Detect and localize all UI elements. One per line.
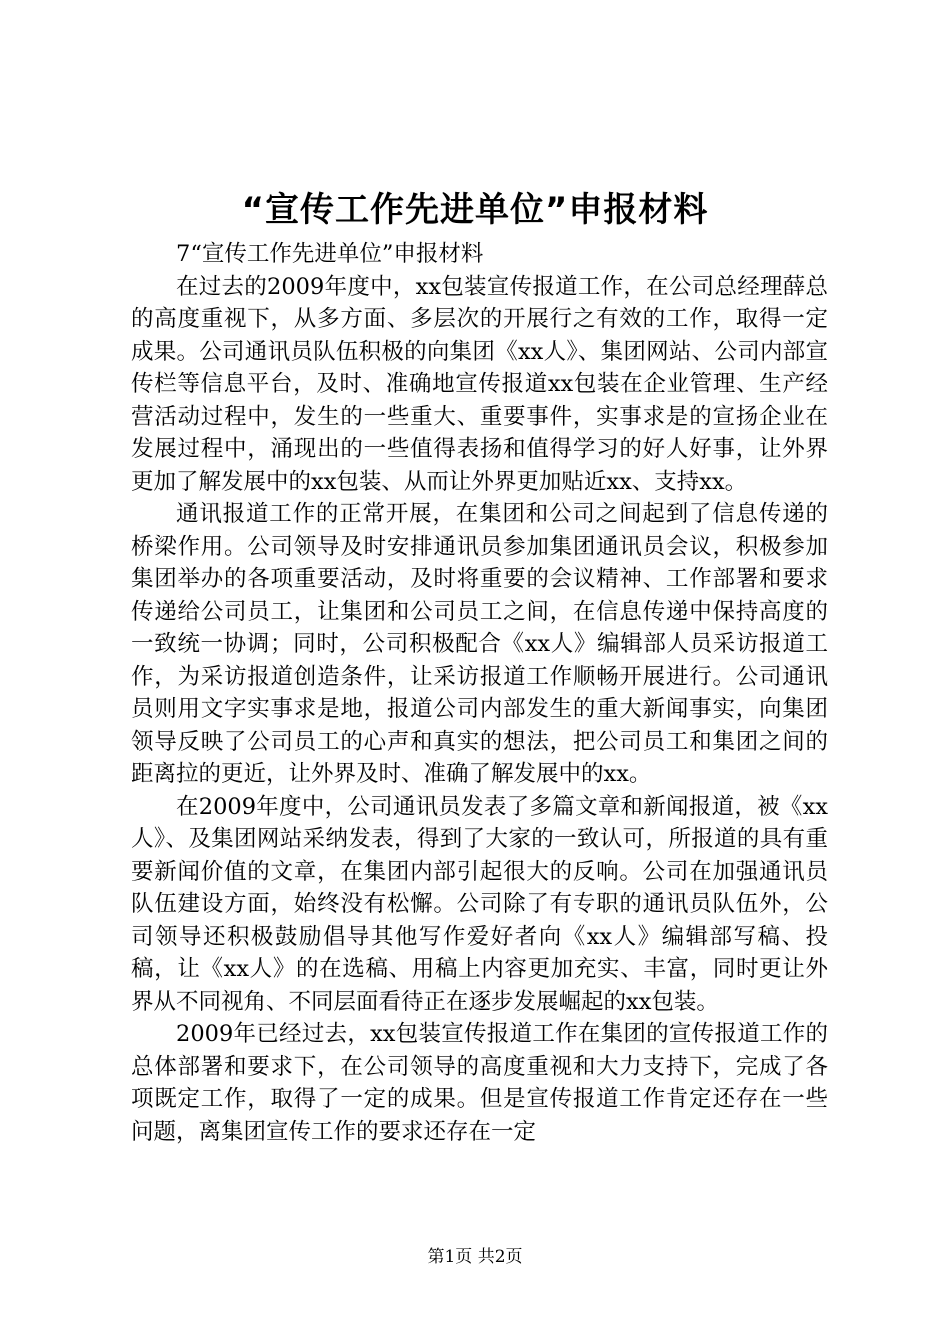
page-number-footer: 第1页 共2页 (427, 1247, 523, 1267)
paragraph-subtitle: 7“宣传工作先进单位”申报材料 (176, 241, 484, 267)
paragraph-1: 在过去的2009年度中，xx包装宣传报道工作，在公司总经理薛总的高度重视下，从多方面、多层次的开展行之有效的工作，取得一定成果。公司通讯员队伍积极的向集团《xx人》、集团网站、公司内部宣传栏等信息平台，及时、准确地宣传报道xx包装在企业管理、生产经营活动过程中，发生的一些重大、重要事件，实事求是的宣扬企业在发展过程中，涌现出的一些值得表扬和值得学习的好人好事，让外界更加了解发展中的xx包装、从而让外界更加贴近xx、支持xx。 (131, 273, 828, 495)
paragraph-3: 在2009年度中，公司通讯员发表了多篇文章和新闻报道，被《xx人》、及集团网站采纳发表，得到了大家的一致认可，所报道的具有重要新闻价值的文章，在集团内部引起很大的反响。公司在加强通讯员队伍建设方面，始终没有松懈。公司除了有专职的通讯员队伍外，公司领导还积极鼓励倡导其他写作爱好者向《xx人》编辑部写稿、投稿，让《xx人》的在选稿、用稿上内容更加充实、丰富，同时更让外界从不同视角、不同层面看待正在逐步发展崛起的xx包装。 (131, 793, 828, 1015)
document-body (131, 238, 828, 1148)
paragraph-2: 通讯报道工作的正常开展，在集团和公司之间起到了信息传递的桥梁作用。公司领导及时安排通讯员参加集团通讯员会议，积极参加集团举办的各项重要活动，及时将重要的会议精神、工作部署和要求传递给公司员工，让集团和公司员工之间，在信息传递中保持高度的一致统一协调；同时，公司积极配合《xx人》编辑部人员采访报道工作，为采访报道创造条件，让采访报道工作顺畅开展进行。公司通讯员则用文字实事求是地，报道公司内部发生的重大新闻事实，向集团领导反映了公司员工的心声和真实的想法，把公司员工和集团之间的距离拉的更近，让外界及时、准确了解发展中的xx。 (131, 501, 828, 787)
document-title: “宣传工作先进单位”申报材料 (241, 190, 709, 230)
paragraph-4: 2009年已经过去，xx包装宣传报道工作在集团的宣传报道工作的总体部署和要求下，在公司领导的高度重视和大力支持下，完成了各项既定工作，取得了一定的成果。但是宣传报道工作肯定还存在一些问题，离集团宣传工作的要求还存在一定 (131, 1021, 828, 1145)
